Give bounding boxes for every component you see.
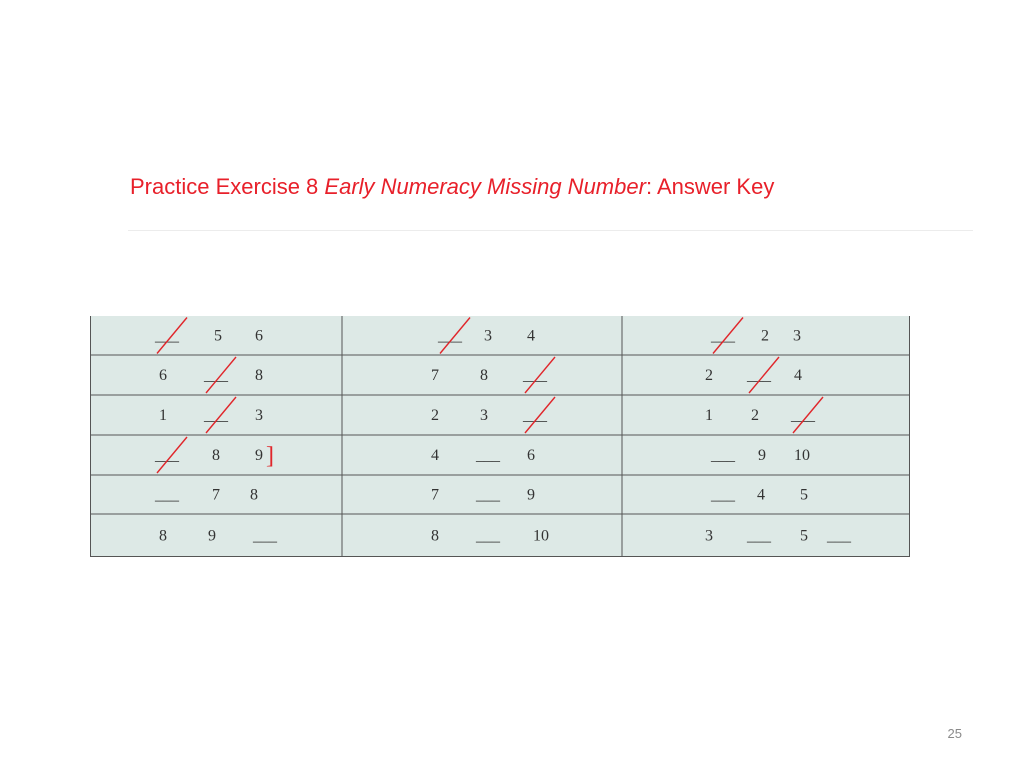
sequence-number: 2 (761, 327, 769, 345)
sequence-number: 9 (527, 486, 535, 504)
sequence-number: 10 (533, 527, 549, 545)
sequence-number: 2 (751, 407, 759, 424)
title-suffix: : Answer Key (645, 174, 775, 199)
blank-line: ___ (711, 327, 735, 345)
sequence-number: 4 (757, 486, 765, 504)
title-prefix: Practice Exercise 8 (130, 174, 325, 199)
blank-line: ___ (253, 527, 277, 545)
sequence-number: 7 (212, 486, 220, 504)
blank-line: ___ (523, 367, 547, 384)
blank-line: ___ (476, 527, 500, 545)
blank-line: ___ (711, 486, 735, 504)
sequence-number: 8 (212, 447, 220, 464)
blank-line: ___ (747, 367, 771, 384)
sequence-number: 9 (255, 447, 263, 464)
sequence-number: 5 (800, 527, 808, 545)
title-italic: Early Numeracy Missing Number (324, 174, 646, 199)
sequence-number: 3 (255, 407, 263, 424)
sequence-number: 7 (431, 486, 439, 504)
sequence-number: 1 (705, 407, 713, 424)
blank-line: ___ (711, 447, 735, 464)
sequence-number: 6 (527, 447, 535, 464)
sequence-number: 2 (431, 407, 439, 424)
sequence-number: 7 (431, 367, 439, 384)
sequence-number: 8 (159, 527, 167, 545)
sequence-number: 6 (255, 327, 263, 345)
sequence-number: 8 (255, 367, 263, 384)
blank-line: ___ (204, 367, 228, 384)
sequence-number: 3 (480, 407, 488, 424)
sequence-number: 6 (159, 367, 167, 384)
blank-line: ___ (155, 486, 179, 504)
page-number: 25 (947, 726, 962, 741)
blank-line: ___ (155, 327, 179, 345)
blank-line: ___ (747, 527, 771, 545)
answer-key-svg (90, 316, 910, 557)
sequence-number: 9 (758, 447, 766, 464)
slide-title (130, 174, 774, 200)
blank-line: ___ (791, 407, 815, 424)
sequence-number: 3 (484, 327, 492, 345)
sequence-number: 1 (159, 407, 167, 424)
blank-line: ___ (476, 447, 500, 464)
blank-line: ___ (438, 327, 462, 345)
sequence-number: 5 (800, 486, 808, 504)
sequence-number: 5 (214, 327, 222, 345)
sequence-number: 9 (208, 527, 216, 545)
sequence-number: 8 (250, 486, 258, 504)
answer-key-grid (90, 316, 910, 557)
sequence-number: 8 (431, 527, 439, 545)
sequence-number: 2 (705, 367, 713, 384)
sequence-number: 4 (527, 327, 535, 345)
sequence-number: 8 (480, 367, 488, 384)
sequence-number: 4 (431, 447, 439, 464)
blank-line: ___ (523, 407, 547, 424)
blank-line: ___ (476, 486, 500, 504)
blank-line: ___ (155, 447, 179, 464)
sequence-number: 3 (793, 327, 801, 345)
sequence-number: 4 (794, 367, 802, 384)
title-divider (128, 230, 973, 231)
bracket-mark: ] (266, 443, 274, 469)
sequence-number: 3 (705, 527, 713, 545)
blank-line: ___ (827, 527, 851, 545)
blank-line: ___ (204, 407, 228, 424)
sequence-number: 10 (794, 447, 810, 464)
